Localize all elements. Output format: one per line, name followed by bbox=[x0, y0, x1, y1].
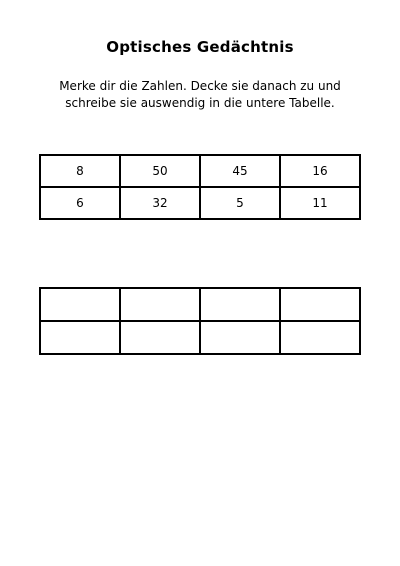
answer-cell[interactable] bbox=[200, 321, 280, 354]
number-cell: 8 bbox=[40, 155, 120, 187]
number-cell: 16 bbox=[280, 155, 360, 187]
answer-table bbox=[39, 287, 361, 355]
table-row bbox=[40, 155, 360, 187]
numbers-table bbox=[39, 154, 361, 220]
table-row bbox=[40, 288, 360, 321]
answer-cell[interactable] bbox=[120, 288, 200, 321]
answer-cell[interactable] bbox=[40, 321, 120, 354]
number-cell: 32 bbox=[120, 187, 200, 219]
table-row bbox=[40, 187, 360, 219]
number-cell: 6 bbox=[40, 187, 120, 219]
number-cell: 5 bbox=[200, 187, 280, 219]
answer-cell[interactable] bbox=[280, 288, 360, 321]
number-cell: 11 bbox=[280, 187, 360, 219]
instructions-line-1: Merke dir die Zahlen. Decke sie danach zu und bbox=[59, 79, 341, 93]
answer-cell[interactable] bbox=[120, 321, 200, 354]
number-cell: 45 bbox=[200, 155, 280, 187]
table-row bbox=[40, 321, 360, 354]
answer-cell[interactable] bbox=[280, 321, 360, 354]
instructions bbox=[0, 78, 400, 112]
answer-cell[interactable] bbox=[40, 288, 120, 321]
instructions-line-2: schreibe sie auswendig in die untere Tabelle. bbox=[65, 96, 335, 110]
answer-cell[interactable] bbox=[200, 288, 280, 321]
number-cell: 50 bbox=[120, 155, 200, 187]
page-title: Optisches Gedächtnis bbox=[106, 38, 294, 56]
